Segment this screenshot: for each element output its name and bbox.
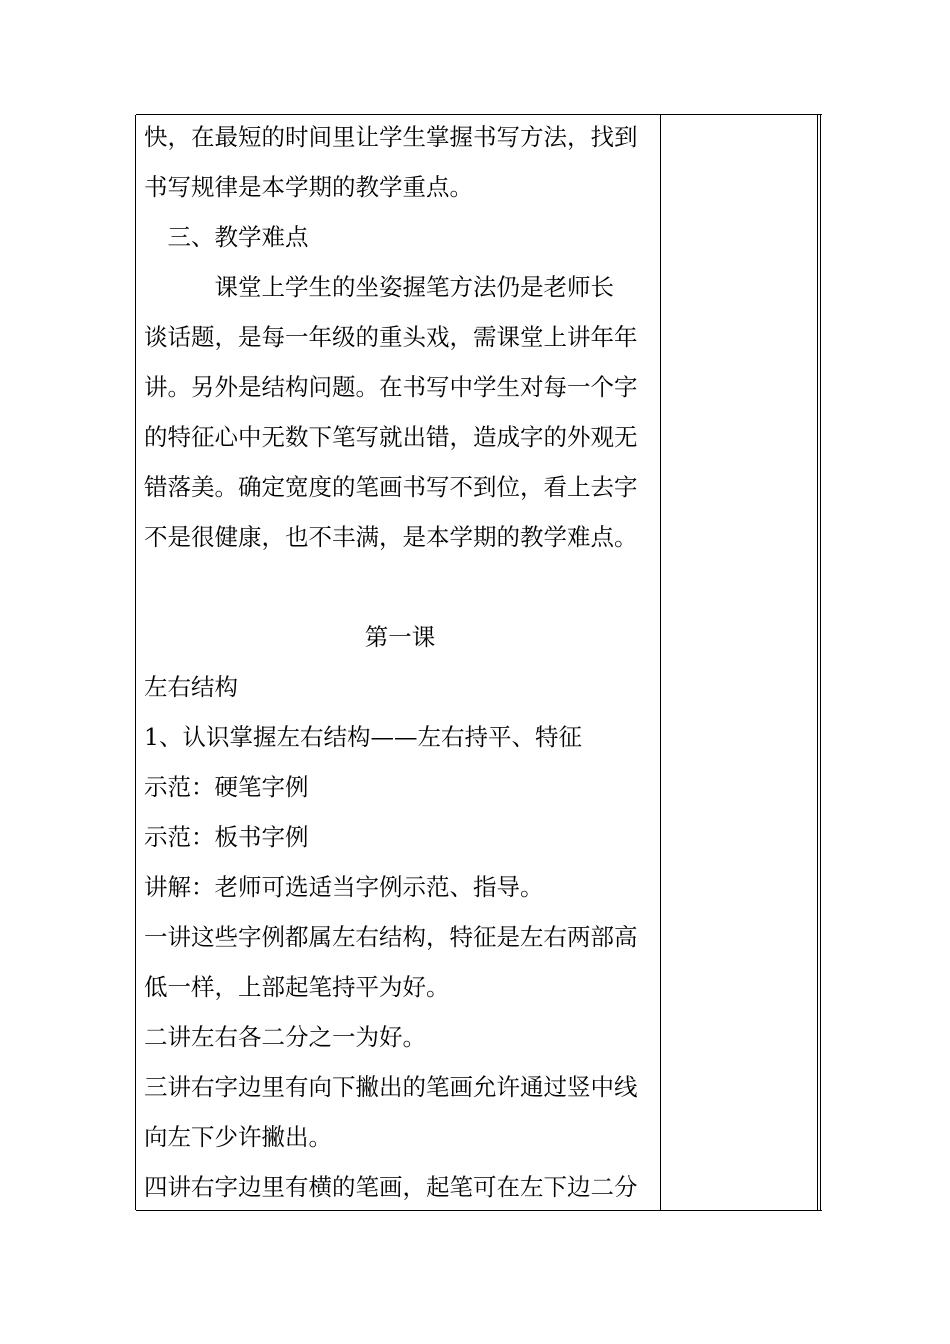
text-line: 一讲这些字例都属左右结构，特征是左右两部高 xyxy=(144,923,638,951)
text-line: 谈话题，是每一年级的重头戏，需课堂上讲年年 xyxy=(144,323,638,351)
text-line: 四讲右字边里有横的笔画，起笔可在左下边二分 xyxy=(144,1173,638,1201)
text-line: 示范：硬笔字例 xyxy=(144,773,309,801)
table-border-right-inner xyxy=(817,115,818,1210)
table-border-right-outer xyxy=(820,115,821,1210)
text-line: 低一样，上部起笔持平为好。 xyxy=(144,973,450,1001)
text-line: 1、认识掌握左右结构——左右持平、特征 xyxy=(144,723,582,751)
text-line: 向左下少许撇出。 xyxy=(144,1123,332,1151)
text-line: 讲。另外是结构问题。在书写中学生对每一个字 xyxy=(144,373,638,401)
text-line: 示范：板书字例 xyxy=(144,823,309,851)
blank-line xyxy=(144,562,656,612)
main-text-cell xyxy=(144,112,656,1212)
text-line: 三讲右字边里有向下撇出的笔画允许通过竖中线 xyxy=(144,1073,638,1101)
text-line: 讲解：老师可选适当字例示范、指导。 xyxy=(144,873,544,901)
column-divider xyxy=(660,115,661,1210)
lesson-title: 第一课 xyxy=(364,623,436,651)
text-line: 不是很健康，也不丰满，是本学期的教学难点。 xyxy=(144,523,638,551)
section-heading: 三、教学难点 xyxy=(144,223,309,251)
text-line: 错落美。确定宽度的笔画书写不到位，看上去字 xyxy=(144,473,638,501)
text-line: 快，在最短的时间里让学生掌握书写方法，找到 xyxy=(144,123,638,151)
text-line: 二讲左右各二分之一为好。 xyxy=(144,1023,426,1051)
text-line: 课堂上学生的坐姿握笔方法仍是老师长 xyxy=(144,273,614,301)
lesson-subtitle: 左右结构 xyxy=(144,673,238,701)
text-line: 书写规律是本学期的教学重点。 xyxy=(144,173,473,201)
text-line: 的特征心中无数下笔写就出错，造成字的外观无 xyxy=(144,423,638,451)
table-border-left xyxy=(135,115,136,1210)
